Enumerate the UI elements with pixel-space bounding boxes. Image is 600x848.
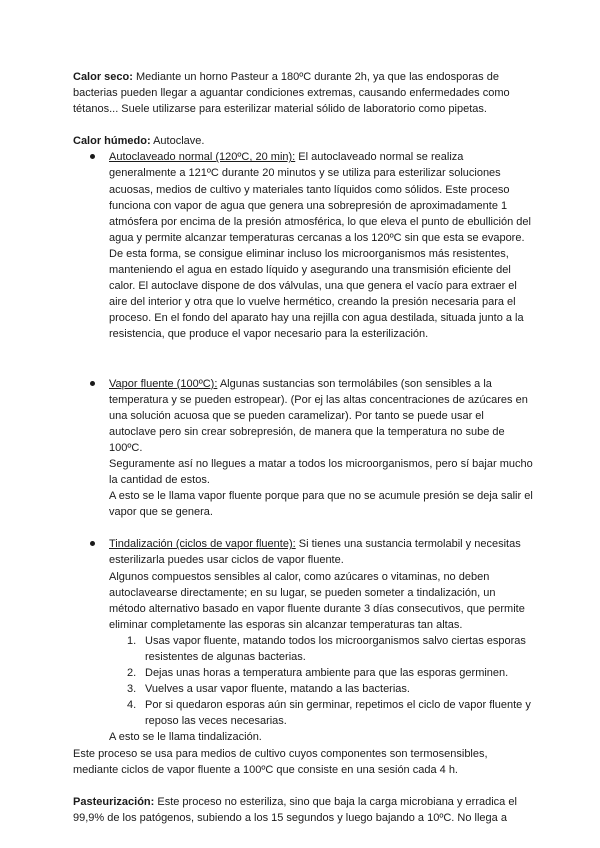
list-item-text: Vuelves a usar vapor fluente, matando a las bacterias. bbox=[145, 683, 410, 696]
text-pasteurizacion: Este proceso no esteriliza, sino que baja la carga microbiana y erradica el 99,9% de los patógenos, subiendo a los 15 segundos y luego bajando a 10ºC. No llega a bbox=[73, 795, 517, 824]
bullet-dot-icon bbox=[90, 381, 95, 386]
text-tindalizacion-closing: A esto se le llama tindalización. bbox=[109, 731, 262, 744]
bullet-vapor-fluente bbox=[73, 376, 533, 521]
list-item bbox=[73, 633, 533, 665]
text-vapor-fluente: Algunas sustancias son termolábiles (son sensibles a la temperatura y se pueden estropear). (Por ej las altas concentraciones de azúcares en una solución acuosa que se pueden caramelizar). Por tanto se puede usar el autoclave pero sin crear sobrepresión, de manera que la temperatura no sube de 100ºC. bbox=[109, 377, 528, 454]
bullet-autoclaveado bbox=[73, 149, 533, 342]
paragraph-medios-cultivo: Este proceso se usa para medios de cultivo cuyos componentes son termosensibles, mediante ciclos de vapor fluente a 100ºC que consiste en una sesión cada 4 h. bbox=[73, 747, 488, 776]
paragraph-calor-humedo bbox=[73, 133, 533, 149]
bullet-dot-icon bbox=[90, 541, 95, 546]
text-tindalizacion: Si tienes una sustancia termolabil y necesitas esterilizarla puedes usar ciclos de vapor fluente. bbox=[109, 538, 521, 567]
heading-calor-seco: Calor seco: bbox=[73, 71, 133, 83]
paragraph-pasteurizacion bbox=[73, 794, 533, 826]
title-autoclaveado: Autoclaveado normal (120ºC, 20 min): bbox=[109, 151, 296, 164]
list-item bbox=[73, 665, 533, 681]
heading-calor-humedo: Calor húmedo: bbox=[73, 135, 151, 148]
list-item-text: Dejas unas horas a temperatura ambiente para que las esporas germinen. bbox=[145, 667, 509, 680]
text-calor-humedo: Autoclave. bbox=[150, 135, 205, 148]
bullet-dot-icon bbox=[90, 154, 95, 159]
list-item-number: 2. bbox=[127, 667, 137, 680]
document-page bbox=[73, 69, 533, 826]
text-vapor-fluente-3: A esto se le llama vapor fluente porque para que no se acumule presión se deja salir el vapor que se genera. bbox=[109, 490, 533, 519]
list-item bbox=[73, 681, 533, 697]
title-vapor-fluente: Vapor fluente (100ºC): bbox=[109, 377, 218, 390]
text-autoclaveado: El autoclaveado normal se realiza generalmente a 121ºC durante 20 minutos y se utiliza para esterilizar soluciones acuosas, medios de cultivo y materiales tanto líquidos como sólidos. Este proceso funciona con vapor de agua que genera una sobrepresión de aproximadamente 1 atmósfera por encima de la presión atmosférica, lo que eleva el punto de ebullición del agua y permite alcanzar temperaturas cercanas a los 120ºC sin que esta se evapore. De esta forma, se consigue eliminar incluso los microorganismos más resistentes, manteniendo el agua en estado líquido y asegurando una transmisión eficiente del calor. El autoclave dispone de dos válvulas, una que genera el vacío para extraer el aire del interior y otra que lo vuelve hermético, creando la presión necesaria para el proceso. En el fondo del aparato hay una rejilla con agua destilada, situada junto a la resistencia, que produce el vapor necesario para la esterilización. bbox=[109, 151, 531, 341]
heading-pasteurizacion: Pasteurización: bbox=[73, 795, 155, 808]
list-item-text: Usas vapor fluente, matando todos los microorganismos salvo ciertas esporas resistentes de algunas bacterias. bbox=[145, 634, 526, 663]
paragraph-calor-seco bbox=[73, 69, 533, 117]
list-item-number: 4. bbox=[127, 699, 137, 712]
bullet-tindalizacion bbox=[73, 536, 533, 633]
text-calor-seco: Mediante un horno Pasteur a 180ºC durante 2h, ya que las endosporas de bacterias pueden llegar a aguantar condiciones extremas, causando enfermedades como tétanos... Suele utilizarse para esterilizar material sólido de laboratorio como pipetas. bbox=[73, 71, 510, 116]
text-vapor-fluente-2: Seguramente así no llegues a matar a todos los microorganismos, pero sí bajar mucho la cantidad de estos. bbox=[109, 457, 533, 487]
tindalizacion-steps-list bbox=[73, 633, 533, 730]
text-tindalizacion-2: Algunos compuestos sensibles al calor, como azúcares o vitaminas, no deben autoclavearse directamente; en su lugar, se pueden someter a tindalización, un método alternativo basado en vapor fluente durante 3 días consecutivos, que permite eliminar completamente las esporas sin alcanzar temperaturas tan altas. bbox=[109, 570, 525, 631]
title-tindalizacion: Tindalización (ciclos de vapor fluente): bbox=[109, 538, 296, 551]
list-item-number: 3. bbox=[127, 683, 137, 696]
list-item-number: 1. bbox=[127, 634, 137, 647]
list-item bbox=[73, 697, 533, 729]
list-item-text: Por si quedaron esporas aún sin germinar, repetimos el ciclo de vapor fluente y reposo las veces necesarias. bbox=[145, 699, 531, 728]
